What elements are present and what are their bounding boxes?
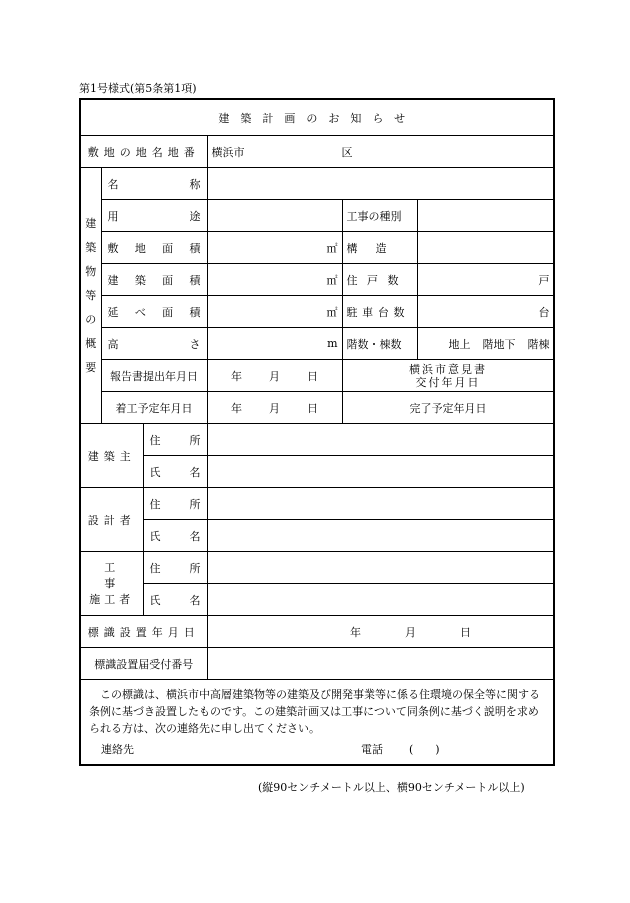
phone-label: 電話 xyxy=(361,743,383,756)
contractor-label: 工 事 施工者 xyxy=(80,552,143,616)
construction-type-label: 工事の種別 xyxy=(342,200,417,232)
form-title: 建築計画のお知らせ xyxy=(80,99,554,136)
site-area-label: 敷 地 面 積 xyxy=(101,232,207,264)
parking-spaces-unit: 台 xyxy=(538,305,550,319)
parking-spaces-label: 駐 車 台 数 xyxy=(342,296,417,328)
floor-area-label: 延 べ 面 積 xyxy=(101,296,207,328)
owner-label: 建築主 xyxy=(80,424,143,488)
dwelling-units-label: 住 戸 数 xyxy=(342,264,417,296)
height-label: 高 さ xyxy=(101,328,207,360)
start-date-field[interactable]: 年 月 日 xyxy=(207,392,342,424)
floor-area-field[interactable] xyxy=(207,296,342,328)
building-overview-label: 建 築 物 等 の 概 要 xyxy=(80,168,101,424)
sign-receipt-field[interactable] xyxy=(207,648,554,680)
sign-date-label: 標識設置年月日 xyxy=(80,616,207,648)
construction-type-field[interactable] xyxy=(417,200,554,232)
height-unit: m xyxy=(327,337,338,350)
name-label: 名 称 xyxy=(101,168,207,200)
structure-field[interactable] xyxy=(417,232,554,264)
designer-address-label: 住 所 xyxy=(143,488,207,520)
owner-name-label: 氏 名 xyxy=(143,456,207,488)
dwelling-units-field[interactable] xyxy=(417,264,554,296)
start-date-label: 着工予定年月日 xyxy=(101,392,207,424)
height-field[interactable] xyxy=(207,328,342,360)
contractor-name-field[interactable] xyxy=(207,584,554,616)
use-label: 用 途 xyxy=(101,200,207,232)
floors-buildings-label: 階数・棟数 xyxy=(342,328,417,360)
completion-date-label: 完了予定年月日 xyxy=(342,392,554,424)
designer-name-label: 氏 名 xyxy=(143,520,207,552)
designer-address-field[interactable] xyxy=(207,488,554,520)
size-footnote: (縦90センチメートル以上、横90センチメートル以上) xyxy=(258,781,525,794)
building-plan-notice-form xyxy=(79,98,555,766)
opinion-issue-date-label: 横浜市意見書 交付年月日 xyxy=(342,360,554,392)
site-address-ward: 区 xyxy=(341,145,353,159)
building-area-unit: ㎡ xyxy=(326,273,338,287)
contractor-name-label: 氏 名 xyxy=(143,584,207,616)
site-area-field[interactable] xyxy=(207,232,342,264)
report-date-label: 報告書提出年月日 xyxy=(101,360,207,392)
building-area-field[interactable] xyxy=(207,264,342,296)
site-address-city: 横浜市 xyxy=(211,145,245,159)
contact-label: 連絡先 xyxy=(101,743,134,756)
form-caption: 第1号様式(第5条第1項) xyxy=(79,82,197,95)
notice-section xyxy=(80,680,554,766)
dwelling-units-unit: 戸 xyxy=(538,273,550,287)
owner-address-label: 住 所 xyxy=(143,424,207,456)
building-area-label: 建 築 面 積 xyxy=(101,264,207,296)
floor-area-unit: ㎡ xyxy=(326,305,338,319)
owner-name-field[interactable] xyxy=(207,456,554,488)
designer-label: 設計者 xyxy=(80,488,143,552)
owner-address-field[interactable] xyxy=(207,424,554,456)
name-field[interactable] xyxy=(207,168,554,200)
site-address-label: 敷地の地名地番 xyxy=(80,136,207,168)
parking-spaces-field[interactable] xyxy=(417,296,554,328)
structure-label: 構 造 xyxy=(342,232,417,264)
notice-text: この標識は、横浜市中高層建築物等の建築及び開発事業等に係る住環境の保全等に関する条例に基づき設置したものです。この建築計画又は工事について同条例に基づく説明を求められる方は、次の連絡先に申し出てください。 xyxy=(89,688,540,735)
sign-date-field[interactable]: 年 月 日 xyxy=(207,616,554,648)
designer-name-field[interactable] xyxy=(207,520,554,552)
phone-parens: ( ) xyxy=(409,743,440,756)
contractor-address-field[interactable] xyxy=(207,552,554,584)
report-date-field[interactable]: 年 月 日 xyxy=(207,360,342,392)
contractor-address-label: 住 所 xyxy=(143,552,207,584)
site-area-unit: ㎡ xyxy=(326,241,338,255)
floors-buildings-field[interactable]: 地上 階地下 階棟 xyxy=(417,328,554,360)
site-address-field[interactable] xyxy=(207,136,554,168)
use-field[interactable] xyxy=(207,200,342,232)
sign-receipt-label: 標識設置届受付番号 xyxy=(80,648,207,680)
